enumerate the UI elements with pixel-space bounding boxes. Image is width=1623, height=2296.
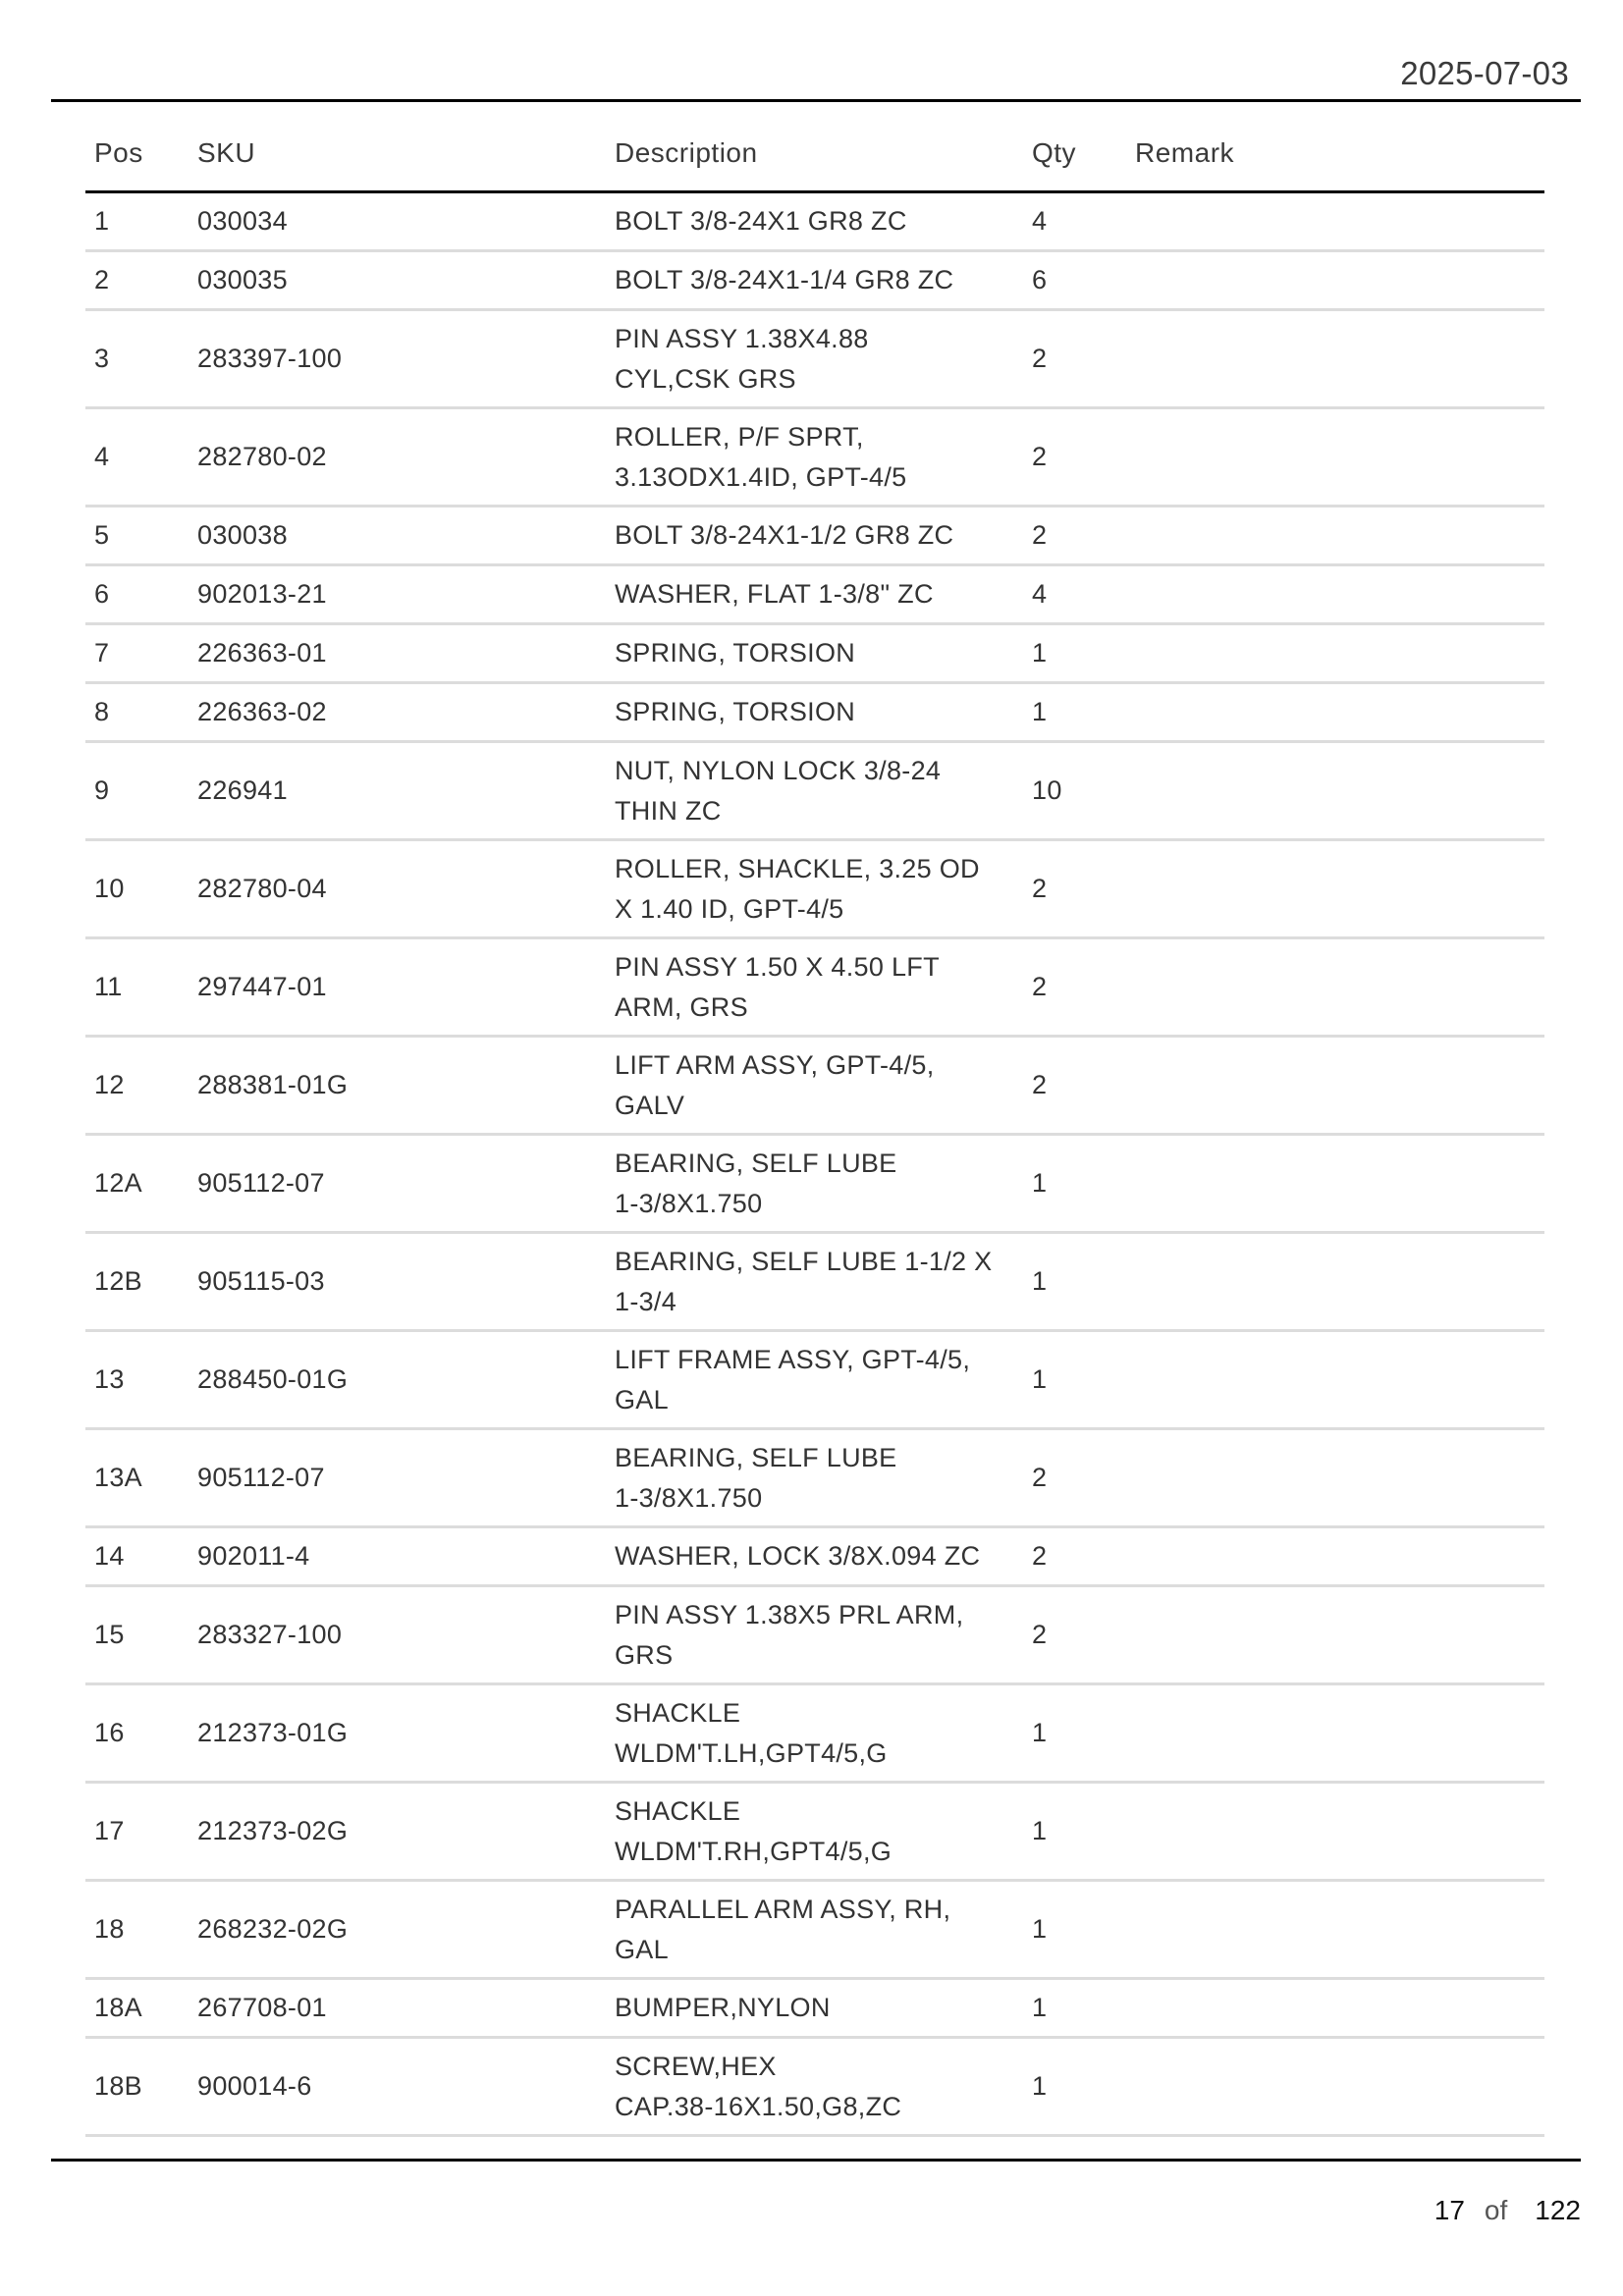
cell-sku: 905112-07 [189, 1429, 606, 1527]
description-line: SPRING, TORSION [615, 638, 856, 667]
description-line: BOLT 3/8-24X1 GR8 ZC [615, 206, 907, 236]
cell-description [606, 1586, 1023, 1684]
cell-pos: 5 [85, 507, 189, 565]
cell-pos: 11 [85, 938, 189, 1037]
cell-remark [1126, 408, 1544, 507]
cell-pos: 4 [85, 408, 189, 507]
cell-sku: 030034 [189, 192, 606, 251]
description-line: ARM, GRS [615, 991, 748, 1022]
description-line: BEARING, SELF LUBE [615, 1442, 897, 1472]
description-line: WLDM'T.LH,GPT4/5,G [615, 1737, 888, 1768]
table-row [85, 251, 1544, 310]
table-row [85, 624, 1544, 683]
cell-sku: 905115-03 [189, 1233, 606, 1331]
cell-remark [1126, 1135, 1544, 1233]
cell-qty: 1 [1023, 1881, 1126, 1979]
description-line: BEARING, SELF LUBE [615, 1148, 897, 1178]
table-row [85, 1881, 1544, 1979]
cell-sku: 902011-4 [189, 1527, 606, 1586]
cell-qty: 4 [1023, 192, 1126, 251]
table-row [85, 1331, 1544, 1429]
description-line: WASHER, LOCK 3/8X.094 ZC [615, 1541, 981, 1571]
cell-qty: 2 [1023, 310, 1126, 408]
table-row [85, 1979, 1544, 2038]
cell-remark [1126, 1331, 1544, 1429]
table-row [85, 2038, 1544, 2136]
cell-pos: 1 [85, 192, 189, 251]
table-row [85, 507, 1544, 565]
cell-pos: 8 [85, 683, 189, 742]
cell-pos: 18 [85, 1881, 189, 1979]
table-row [85, 1586, 1544, 1684]
cell-sku: 288450-01G [189, 1331, 606, 1429]
cell-remark [1126, 251, 1544, 310]
cell-remark [1126, 1881, 1544, 1979]
cell-qty: 2 [1023, 1429, 1126, 1527]
description-line: GAL [615, 1384, 669, 1415]
cell-remark [1126, 2038, 1544, 2136]
description-line: SHACKLE [615, 1795, 741, 1826]
description-line: WLDM'T.RH,GPT4/5,G [615, 1836, 893, 1866]
cell-qty: 1 [1023, 1331, 1126, 1429]
description-line: SHACKLE [615, 1697, 741, 1728]
cell-description [606, 840, 1023, 938]
cell-sku: 030035 [189, 251, 606, 310]
description-line: CYL,CSK GRS [615, 363, 796, 394]
cell-pos: 18B [85, 2038, 189, 2136]
cell-description [606, 1331, 1023, 1429]
cell-sku: 030038 [189, 507, 606, 565]
description-line: WASHER, FLAT 1-3/8" ZC [615, 579, 934, 609]
cell-qty: 2 [1023, 840, 1126, 938]
description-line: GAL [615, 1934, 669, 1964]
description-line: LIFT FRAME ASSY, GPT-4/5, [615, 1344, 971, 1374]
table-row [85, 310, 1544, 408]
table-row [85, 408, 1544, 507]
total-pages: 122 [1535, 2195, 1581, 2225]
cell-description [606, 938, 1023, 1037]
cell-pos: 17 [85, 1783, 189, 1881]
table-row [85, 1233, 1544, 1331]
table-row [85, 742, 1544, 840]
cell-remark [1126, 507, 1544, 565]
cell-description [606, 683, 1023, 742]
cell-remark [1126, 310, 1544, 408]
column-header-remark: Remark [1126, 137, 1544, 192]
cell-description [606, 742, 1023, 840]
cell-remark [1126, 565, 1544, 624]
cell-qty: 6 [1023, 251, 1126, 310]
table-row [85, 1527, 1544, 1586]
cell-qty: 2 [1023, 1527, 1126, 1586]
cell-remark [1126, 192, 1544, 251]
cell-pos: 9 [85, 742, 189, 840]
cell-description [606, 1783, 1023, 1881]
cell-sku: 212373-01G [189, 1684, 606, 1783]
cell-remark [1126, 1429, 1544, 1527]
description-line: NUT, NYLON LOCK 3/8-24 [615, 755, 942, 785]
cell-qty: 4 [1023, 565, 1126, 624]
table-body [85, 192, 1544, 2136]
cell-remark [1126, 1233, 1544, 1331]
cell-description [606, 1979, 1023, 2038]
cell-sku: 282780-02 [189, 408, 606, 507]
column-header-pos: Pos [85, 137, 189, 192]
cell-description [606, 1527, 1023, 1586]
description-line: PIN ASSY 1.38X5 PRL ARM, [615, 1599, 964, 1629]
cell-pos: 13 [85, 1331, 189, 1429]
header-divider [51, 99, 1581, 102]
cell-description [606, 1233, 1023, 1331]
table-row [85, 565, 1544, 624]
table-row [85, 1783, 1544, 1881]
table-row [85, 938, 1544, 1037]
cell-description [606, 1684, 1023, 1783]
cell-remark [1126, 1037, 1544, 1135]
cell-qty: 1 [1023, 1135, 1126, 1233]
cell-sku: 283397-100 [189, 310, 606, 408]
description-line: 3.13ODX1.4ID, GPT-4/5 [615, 461, 907, 492]
description-line: BEARING, SELF LUBE 1-1/2 X [615, 1246, 993, 1276]
table-row [85, 1429, 1544, 1527]
table-row [85, 683, 1544, 742]
description-line: ROLLER, SHACKLE, 3.25 OD [615, 853, 980, 883]
description-line: 1-3/8X1.750 [615, 1482, 763, 1513]
cell-pos: 2 [85, 251, 189, 310]
cell-sku: 226941 [189, 742, 606, 840]
current-page: 17 [1434, 2195, 1465, 2225]
cell-qty: 1 [1023, 1979, 1126, 2038]
cell-qty: 1 [1023, 683, 1126, 742]
description-line: ROLLER, P/F SPRT, [615, 421, 864, 452]
cell-remark [1126, 683, 1544, 742]
cell-sku: 902013-21 [189, 565, 606, 624]
description-line: BUMPER,NYLON [615, 1993, 831, 2022]
cell-pos: 6 [85, 565, 189, 624]
description-line: CAP.38-16X1.50,G8,ZC [615, 2091, 902, 2121]
cell-pos: 3 [85, 310, 189, 408]
cell-description [606, 565, 1023, 624]
cell-qty: 1 [1023, 1684, 1126, 1783]
column-header-description: Description [606, 137, 1023, 192]
cell-sku: 282780-04 [189, 840, 606, 938]
description-line: X 1.40 ID, GPT-4/5 [615, 893, 844, 924]
cell-description [606, 2038, 1023, 2136]
cell-pos: 12B [85, 1233, 189, 1331]
cell-sku: 288381-01G [189, 1037, 606, 1135]
description-line: BOLT 3/8-24X1-1/2 GR8 ZC [615, 520, 954, 550]
table-row [85, 1135, 1544, 1233]
cell-description [606, 192, 1023, 251]
column-header-sku: SKU [189, 137, 606, 192]
column-header-qty: Qty [1023, 137, 1126, 192]
description-line: BOLT 3/8-24X1-1/4 GR8 ZC [615, 265, 954, 294]
cell-remark [1126, 624, 1544, 683]
cell-remark [1126, 1783, 1544, 1881]
cell-description [606, 251, 1023, 310]
cell-qty: 1 [1023, 2038, 1126, 2136]
description-line: LIFT ARM ASSY, GPT-4/5, [615, 1049, 935, 1080]
description-line: SPRING, TORSION [615, 697, 856, 726]
cell-qty: 10 [1023, 742, 1126, 840]
table-row [85, 1037, 1544, 1135]
cell-pos: 10 [85, 840, 189, 938]
cell-pos: 14 [85, 1527, 189, 1586]
cell-description [606, 1429, 1023, 1527]
description-line: SCREW,HEX [615, 2051, 777, 2081]
cell-qty: 1 [1023, 624, 1126, 683]
cell-qty: 1 [1023, 1783, 1126, 1881]
cell-qty: 2 [1023, 507, 1126, 565]
table-header-row [85, 137, 1544, 192]
cell-qty: 2 [1023, 938, 1126, 1037]
description-line: 1-3/8X1.750 [615, 1188, 763, 1218]
cell-sku: 905112-07 [189, 1135, 606, 1233]
description-line: 1-3/4 [615, 1286, 677, 1316]
cell-remark [1126, 742, 1544, 840]
cell-sku: 226363-01 [189, 624, 606, 683]
description-line: GALV [615, 1090, 685, 1120]
description-line: GRS [615, 1639, 674, 1670]
cell-remark [1126, 1586, 1544, 1684]
cell-qty: 2 [1023, 408, 1126, 507]
cell-sku: 267708-01 [189, 1979, 606, 2038]
cell-description [606, 507, 1023, 565]
cell-remark [1126, 840, 1544, 938]
cell-pos: 13A [85, 1429, 189, 1527]
cell-sku: 900014-6 [189, 2038, 606, 2136]
cell-pos: 15 [85, 1586, 189, 1684]
cell-qty: 2 [1023, 1586, 1126, 1684]
cell-description [606, 408, 1023, 507]
cell-sku: 268232-02G [189, 1881, 606, 1979]
cell-pos: 16 [85, 1684, 189, 1783]
cell-pos: 12A [85, 1135, 189, 1233]
table-row [85, 192, 1544, 251]
description-line: THIN ZC [615, 795, 722, 826]
of-label: of [1484, 2195, 1508, 2225]
table-row [85, 1684, 1544, 1783]
table-row [85, 840, 1544, 938]
cell-pos: 12 [85, 1037, 189, 1135]
cell-description [606, 624, 1023, 683]
cell-qty: 1 [1023, 1233, 1126, 1331]
cell-sku: 226363-02 [189, 683, 606, 742]
cell-description [606, 1135, 1023, 1233]
cell-description [606, 1037, 1023, 1135]
cell-sku: 283327-100 [189, 1586, 606, 1684]
cell-remark [1126, 1527, 1544, 1586]
document-date: 2025-07-03 [1400, 55, 1569, 91]
cell-pos: 7 [85, 624, 189, 683]
parts-table [85, 137, 1544, 2137]
cell-qty: 2 [1023, 1037, 1126, 1135]
cell-description [606, 1881, 1023, 1979]
cell-remark [1126, 938, 1544, 1037]
description-line: PIN ASSY 1.38X4.88 [615, 323, 869, 353]
cell-remark [1126, 1684, 1544, 1783]
footer-divider [51, 2159, 1581, 2162]
page-indicator [1434, 2195, 1581, 2226]
cell-sku: 297447-01 [189, 938, 606, 1037]
description-line: PIN ASSY 1.50 X 4.50 LFT [615, 951, 940, 982]
description-line: PARALLEL ARM ASSY, RH, [615, 1894, 951, 1924]
cell-sku: 212373-02G [189, 1783, 606, 1881]
cell-description [606, 310, 1023, 408]
cell-pos: 18A [85, 1979, 189, 2038]
cell-remark [1126, 1979, 1544, 2038]
